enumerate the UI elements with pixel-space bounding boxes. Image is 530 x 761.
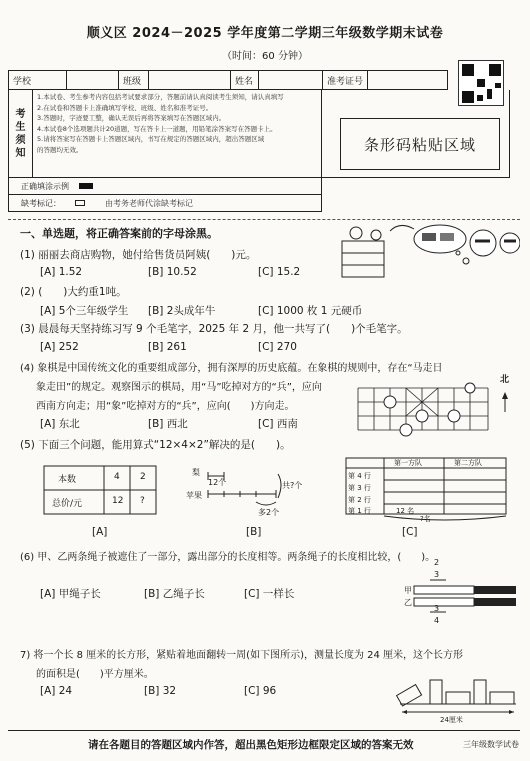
notice-heading: 考 生 须 知 — [9, 90, 33, 177]
section-divider — [8, 219, 520, 220]
fig-c-col1: 第一方队 — [394, 459, 422, 467]
q3-option-a[interactable]: [A] 252 — [40, 341, 79, 353]
question-5-stem: (5) 下面三个问题，能用算式“12×4×2”解决的是( )。 — [20, 439, 291, 451]
school-label: 学校 — [9, 71, 67, 89]
filled-mark-icon — [79, 183, 93, 189]
notice-body: 1.本试卷、考生参考内容包括考试要求部分，答题前请认真阅读考生须知，请认真填写 2.在试卷和答题卡上准确填写学校、班级、姓名和准考证号。 3.答题时，字迹要工整，确认无误后再将答案填写在答题区域内。 4.本试卷8个选项题共计20道题，写在答卡上一道题，用铅笔涂答案写在答题卡上。 5.请将答案写在答题卡上答题区域内，书写在规定的答题区域内，超出答题区域 的答题均无效。 — [37, 93, 284, 154]
question-4-stem-line-1: (4) 象棋是中国传统文化的重要组成部分，拥有深厚的历史底蕴。在象棋的规则中，存在“马走日 — [20, 363, 443, 374]
fig-c-row-1: 第 1 行 — [348, 507, 371, 515]
q1-option-c[interactable]: [C] 15.2 — [258, 266, 301, 278]
school-field[interactable] — [67, 71, 119, 89]
rolling-rectangle-figure — [396, 666, 520, 722]
class-label: 班级 — [119, 71, 149, 89]
north-label: 北 — [500, 375, 510, 385]
q2-option-b[interactable]: [B] 2头成年牛 — [148, 305, 216, 317]
rope-figure — [400, 560, 520, 632]
fig-b-label-apple: 苹果 — [186, 491, 202, 500]
exam-duration: （时间：60 分钟） — [222, 51, 308, 62]
barcode-area: 条形码粘贴区域 — [340, 118, 500, 170]
q3-option-b[interactable]: [B] 261 — [148, 341, 187, 353]
q5-option-a[interactable]: [A] — [92, 526, 108, 538]
question-7-stem-line-2: 的面积是( )平方厘米。 — [36, 669, 154, 680]
q5-option-b[interactable]: [B] — [246, 526, 262, 538]
footer-warning: 请在各题目的答题区域内作答，超出黑色矩形边框限定区域的答案无效 — [88, 739, 414, 751]
question-4-stem-line-2: 象走田”的规定。观察图示的棋局，用“马”吃掉对方的“兵”，应向 — [36, 382, 322, 393]
absent-mark-row — [8, 195, 322, 212]
q6-option-a[interactable]: [A] 甲绳子长 — [40, 588, 101, 600]
question-4-stem-line-3: 西南方向走；用“象”吃掉对方的“兵”，应向( )方向走。 — [36, 401, 295, 412]
fill-sample-row — [8, 178, 322, 195]
absent-checkbox[interactable] — [75, 200, 85, 206]
q6-option-c[interactable]: [C] 一样长 — [244, 588, 295, 600]
q4-option-b[interactable]: [B] 西北 — [148, 418, 188, 430]
fraction-bottom-numerator: 3 — [434, 604, 440, 613]
fig-b-label-pear: 梨 — [192, 468, 200, 477]
name-label: 姓名 — [231, 71, 259, 89]
fig-c-length: 12 名 — [396, 507, 415, 515]
fig-a-header-2: 总价/元 — [52, 499, 83, 509]
exam-no-label: 准考证号 — [323, 71, 368, 89]
question-3-stem: (3) 晨晨每天坚持练习写 9 个毛笔字，2025 年 2 月，他一共写了( )个毛笔字。 — [20, 323, 408, 335]
fig-a-header-1: 本数 — [58, 475, 77, 485]
exam-notice — [8, 90, 322, 178]
absent-label: 缺考标记： — [21, 198, 61, 208]
q5-figure-a-table — [40, 462, 160, 518]
fraction-bottom-denominator: 4 — [434, 616, 440, 625]
q6-option-b[interactable]: [B] 乙绳子长 — [144, 588, 205, 600]
fig-b-twelve: 12个 — [208, 478, 227, 487]
fig-a-value-3: 12 — [112, 496, 124, 506]
q7-option-b[interactable]: [B] 32 — [144, 685, 177, 697]
fig-a-value-1: 4 — [114, 472, 120, 482]
fraction-top-numerator: 2 — [434, 558, 440, 567]
fill-sample-label: 正确填涂示例 — [21, 181, 69, 191]
rope-jia-label: 甲 — [404, 586, 412, 595]
rope-yi-label: 乙 — [404, 598, 412, 607]
student-info-row — [8, 70, 448, 90]
question-2-stem: (2) ( )大约重1吨。 — [20, 286, 127, 298]
footer-subject: 三年级数学试卷 — [463, 740, 519, 749]
fig-c-row-3: 第 3 行 — [348, 484, 371, 492]
q1-option-b[interactable]: [B] 10.52 — [148, 266, 197, 278]
fig-c-col2: 第二方队 — [454, 459, 482, 467]
section-title: 一、单选题，将正确答案前的字母涂黑。 — [20, 227, 218, 240]
shop-illustration — [340, 221, 520, 283]
fig-c-row-4: 第 4 行 — [348, 472, 371, 480]
rolling-length-label: 24厘米 — [440, 716, 463, 724]
question-6-stem: (6) 甲、乙两条绳子被遮住了一部分，露出部分的长度相等。两条绳子的长度相比较，( )。 — [20, 552, 436, 563]
fig-b-more: 多2个 — [258, 508, 280, 517]
class-field[interactable] — [149, 71, 231, 89]
answer-area-border — [8, 730, 520, 731]
q7-option-c[interactable]: [C] 96 — [244, 685, 277, 697]
q4-option-c[interactable]: [C] 西南 — [258, 418, 298, 430]
chess-board-figure — [352, 382, 516, 438]
absent-note: 由考务老师代涂缺考标记 — [105, 198, 193, 208]
fig-a-value-2: 2 — [140, 472, 146, 482]
fig-b-total: 共?个 — [282, 481, 303, 490]
fig-a-value-4: ? — [140, 496, 145, 506]
question-7-stem-line-1: 7) 将一个长 8 厘米的长方形，紧贴着地面翻转一周(如下图所示)，测量长度为 24 厘米，这个长方形 — [20, 650, 464, 661]
q4-option-a[interactable]: [A] 东北 — [40, 418, 80, 430]
fraction-top-denominator: 3 — [434, 570, 440, 579]
exam-no-field[interactable] — [368, 71, 447, 89]
q3-option-c[interactable]: [C] 270 — [258, 341, 297, 353]
q1-option-a[interactable]: [A] 1.52 — [40, 266, 83, 278]
q2-option-c[interactable]: [C] 1000 枚 1 元硬币 — [258, 305, 363, 317]
fig-c-row-2: 第 2 行 — [348, 496, 371, 504]
name-field[interactable] — [259, 71, 323, 89]
fig-c-question: ?名 — [420, 515, 431, 523]
q5-option-c[interactable]: [C] — [402, 526, 418, 538]
exam-title: 顺义区 2024－2025 学年度第二学期三年级数学期末试卷 — [86, 26, 444, 41]
question-1-stem: (1) 丽丽去商店购物，她付给售货员阿姨( )元。 — [20, 249, 257, 261]
q7-option-a[interactable]: [A] 24 — [40, 685, 73, 697]
q2-option-a[interactable]: [A] 5个三年级学生 — [40, 305, 129, 317]
